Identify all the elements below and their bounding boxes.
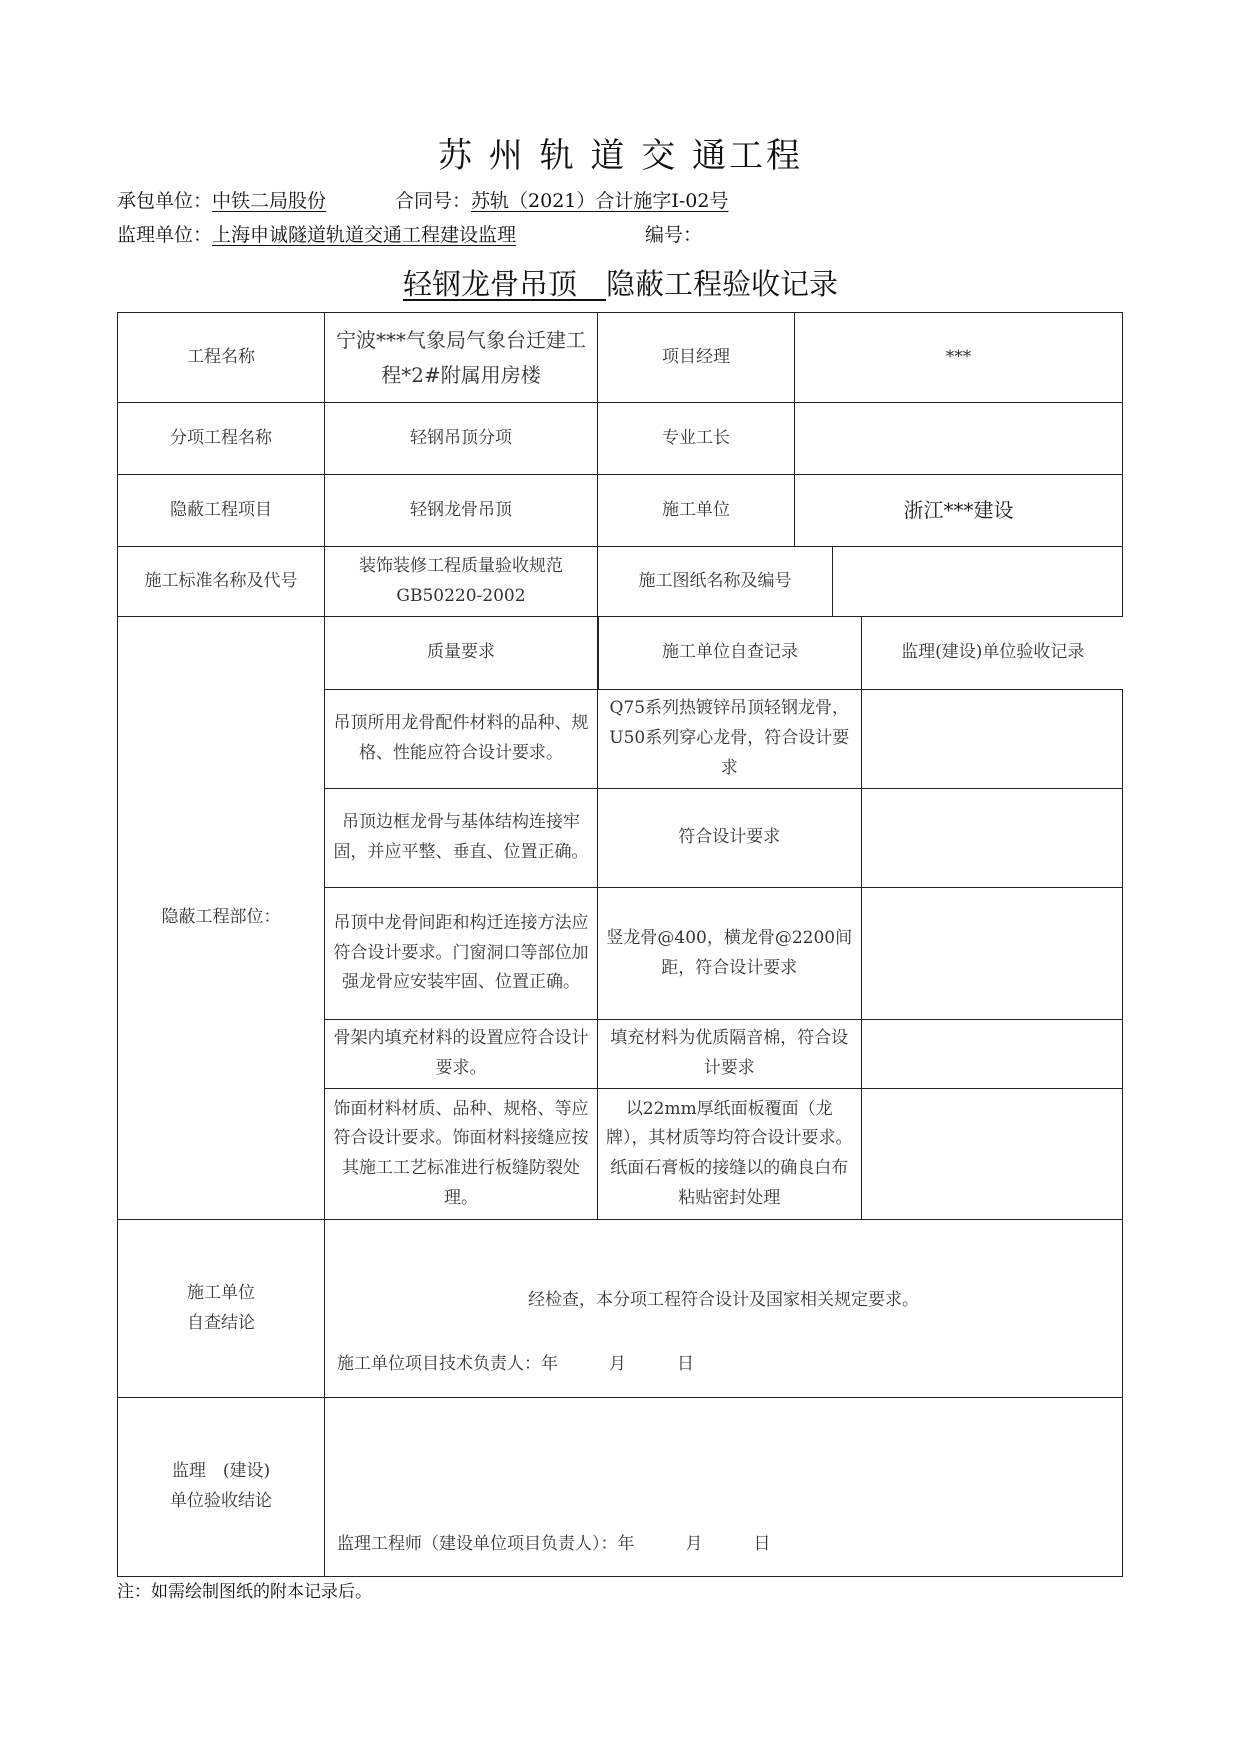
builder-label: 施工单位 [598, 475, 795, 547]
record-table [117, 312, 1123, 1577]
pm-label: 项目经理 [598, 313, 795, 403]
record-title-part-b: 隐蔽工程验收记录 [606, 267, 839, 301]
supervisor-value: 上海申诚隧道轨道交通工程建设监理 [212, 224, 517, 246]
footnote: 注：如需绘制图纸的附本记录后。 [117, 1582, 372, 1602]
hidden-item-label: 隐蔽工程项目 [118, 475, 325, 547]
supervisor-conclusion-cell [325, 1398, 1123, 1577]
supervisor-record-3 [861, 888, 1123, 1019]
supervisor-conclusion-label-line-2: 单位验收结论 [170, 1491, 272, 1511]
row-4-split [598, 1020, 1123, 1089]
contract-no-line [395, 186, 728, 213]
contract-no-value: 苏轨（2021）合计施字Ⅰ-02号 [471, 190, 729, 212]
supervisor-conclusion-signature: 监理工程师（建设单位项目负责人）：年 月 日 [337, 1534, 771, 1554]
standard-value: 装饰装修工程质量验收规范GB50220-2002 [325, 547, 598, 617]
row-2-split [598, 789, 1123, 888]
self-conclusion-label [118, 1220, 325, 1398]
serial-label: 编号： [645, 224, 703, 246]
row-3-split [598, 888, 1123, 1020]
document-title: 苏 州 轨 道 交 通工程 [437, 136, 804, 176]
contractor-label: 承包单位： [117, 190, 213, 212]
header-inner-table [598, 617, 1124, 689]
self-conclusion-signature: 施工单位项目技术负责人：年 月 日 [337, 1354, 694, 1374]
row-1-split [598, 690, 1123, 789]
contractor-line [117, 186, 326, 213]
record-title [0, 262, 1241, 303]
self-check-1: Q75系列热镀锌吊顶轻钢龙骨，U50系列穿心龙骨，符合设计要求 [598, 690, 861, 788]
self-check-4: 填充材料为优质隔音棉，符合设计要求 [598, 1020, 861, 1088]
contract-no-label: 合同号： [395, 190, 472, 212]
pm-value: *** [795, 313, 1123, 403]
self-conclusion-label-line-2: 自查结论 [187, 1312, 255, 1333]
supervisor-record-1 [861, 690, 1123, 788]
self-conclusion-text: 经检查，本分项工程符合设计及国家相关规定要求。 [528, 1290, 919, 1310]
row-5-split [598, 1089, 1123, 1220]
quality-req-4: 骨架内填充材料的设置应符合设计要求。 [325, 1020, 598, 1089]
supervisor-label: 监理单位： [117, 224, 213, 246]
hidden-item-value: 轻钢龙骨吊顶 [325, 475, 598, 547]
self-conclusion-label-line-1: 施工单位 [187, 1282, 255, 1303]
quality-req-5: 饰面材料材质、品种、规格、等应符合设计要求。饰面材料接缝应按其施工工艺标准进行板缝防裂处理。 [325, 1089, 598, 1220]
self-conclusion-cell [325, 1220, 1123, 1398]
quality-column-header: 质量要求 [325, 617, 598, 690]
supervisor-record-4 [861, 1020, 1123, 1088]
foreman-label: 专业工长 [598, 403, 795, 475]
drawing-label: 施工图纸名称及编号 [598, 547, 833, 617]
sub-project-value: 轻钢吊顶分项 [325, 403, 598, 475]
self-check-2: 符合设计要求 [598, 789, 861, 887]
self-check-5: 以22mm厚纸面板覆面（龙牌），其材质等均符合设计要求。纸面石膏板的接缝以的确良白布粘贴密封处理 [598, 1089, 861, 1219]
supervisor-line [117, 220, 516, 247]
standard-label: 施工标准名称及代号 [118, 547, 325, 617]
quality-req-3: 吊顶中龙骨间距和构迁连接方法应符合设计要求。门窗洞口等部位加强龙骨应安装牢固、位置正确。 [325, 888, 598, 1020]
sub-project-label: 分项工程名称 [118, 403, 325, 475]
drawing-value [833, 547, 1123, 617]
builder-value: 浙江***建设 [795, 475, 1123, 547]
quality-req-1: 吊顶所用龙骨配件材料的品种、规格、性能应符合设计要求。 [325, 690, 598, 789]
hidden-section-label: 隐蔽工程部位： [118, 617, 325, 1220]
header-split [598, 617, 1123, 690]
self-check-column-header: 施工单位自查记录 [599, 617, 862, 689]
supervisor-record-5 [861, 1089, 1123, 1219]
record-title-gap [577, 267, 606, 301]
contractor-value: 中铁二局股份 [212, 190, 327, 212]
supervisor-record-2 [861, 789, 1123, 887]
quality-req-2: 吊顶边框龙骨与基体结构连接牢固，并应平整、垂直、位置正确。 [325, 789, 598, 888]
supervisor-column-header: 监理(建设)单位验收记录 [862, 617, 1124, 689]
foreman-value [795, 403, 1123, 475]
project-name-value: 宁波***气象局气象台迁建工程*2#附属用房楼 [325, 313, 598, 403]
record-title-part-a: 轻钢龙骨吊顶 [402, 267, 577, 301]
project-name-label: 工程名称 [118, 313, 325, 403]
supervisor-conclusion-label [118, 1398, 325, 1577]
supervisor-conclusion-label-line-1: 监理 (建设) [171, 1461, 271, 1482]
self-check-3: 竖龙骨@400，横龙骨@2200间距，符合设计要求 [598, 888, 861, 1019]
